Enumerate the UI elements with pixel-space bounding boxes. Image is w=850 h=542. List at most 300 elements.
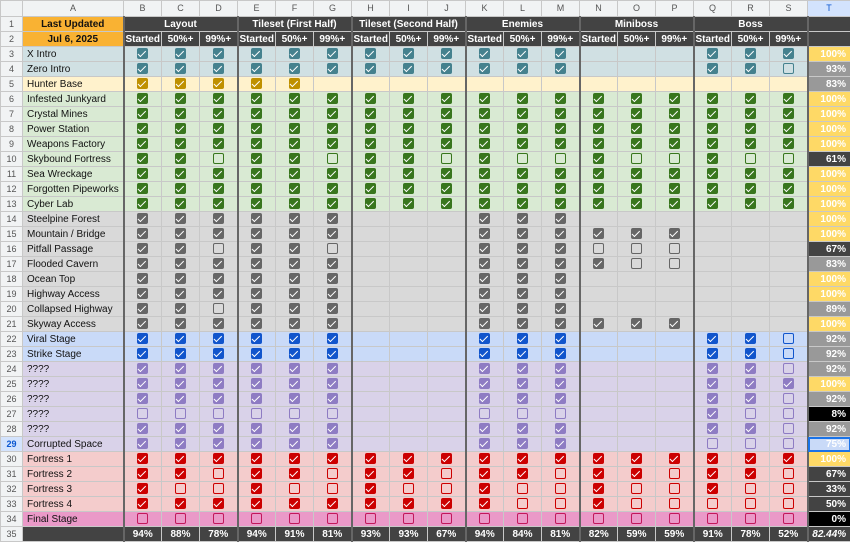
- checked-checkbox-icon[interactable]: [327, 213, 338, 224]
- empty-cell[interactable]: [428, 302, 466, 317]
- checkbox-cell[interactable]: [238, 437, 276, 452]
- checkbox-cell[interactable]: [162, 407, 200, 422]
- row-number[interactable]: 9: [1, 137, 23, 152]
- empty-cell[interactable]: [580, 302, 618, 317]
- checkbox-cell[interactable]: [276, 452, 314, 467]
- checkbox-cell[interactable]: [542, 107, 580, 122]
- checkbox-cell[interactable]: [770, 182, 808, 197]
- empty-cell[interactable]: [770, 317, 808, 332]
- column-total[interactable]: 52%: [770, 527, 808, 542]
- checkbox-cell[interactable]: [504, 512, 542, 527]
- checkbox-cell[interactable]: [542, 137, 580, 152]
- checkbox-cell[interactable]: [694, 482, 732, 497]
- row-number[interactable]: 33: [1, 497, 23, 512]
- unchecked-checkbox-icon[interactable]: [783, 153, 794, 164]
- checked-checkbox-icon[interactable]: [631, 228, 642, 239]
- column-total[interactable]: 93%: [352, 527, 390, 542]
- checkbox-cell[interactable]: [580, 107, 618, 122]
- unchecked-checkbox-icon[interactable]: [669, 258, 680, 269]
- row-number[interactable]: 16: [1, 242, 23, 257]
- empty-cell[interactable]: [390, 257, 428, 272]
- checked-checkbox-icon[interactable]: [555, 93, 566, 104]
- checked-checkbox-icon[interactable]: [745, 198, 756, 209]
- checked-checkbox-icon[interactable]: [479, 138, 490, 149]
- checkbox-cell[interactable]: [200, 377, 238, 392]
- checkbox-cell[interactable]: [124, 77, 162, 92]
- checked-checkbox-icon[interactable]: [327, 228, 338, 239]
- empty-cell[interactable]: [732, 272, 770, 287]
- checkbox-cell[interactable]: [276, 92, 314, 107]
- checked-checkbox-icon[interactable]: [327, 318, 338, 329]
- empty-cell[interactable]: [732, 302, 770, 317]
- empty-cell[interactable]: [656, 377, 694, 392]
- checkbox-cell[interactable]: [238, 362, 276, 377]
- checked-checkbox-icon[interactable]: [137, 378, 148, 389]
- checkbox-cell[interactable]: [314, 182, 352, 197]
- stage-name[interactable]: Crystal Mines: [23, 107, 124, 122]
- column-header-t[interactable]: T: [808, 1, 850, 17]
- checkbox-cell[interactable]: [504, 122, 542, 137]
- empty-cell[interactable]: [352, 422, 390, 437]
- checked-checkbox-icon[interactable]: [213, 183, 224, 194]
- checkbox-cell[interactable]: [732, 362, 770, 377]
- checkbox-cell[interactable]: [200, 212, 238, 227]
- checked-checkbox-icon[interactable]: [555, 318, 566, 329]
- checked-checkbox-icon[interactable]: [137, 108, 148, 119]
- checkbox-cell[interactable]: [238, 122, 276, 137]
- checkbox-cell[interactable]: [732, 407, 770, 422]
- checkbox-cell[interactable]: [238, 512, 276, 527]
- checked-checkbox-icon[interactable]: [783, 123, 794, 134]
- row-number[interactable]: 31: [1, 467, 23, 482]
- stage-name[interactable]: Steelpine Forest: [23, 212, 124, 227]
- group-header-layout[interactable]: Layout: [124, 17, 238, 32]
- checked-checkbox-icon[interactable]: [593, 468, 604, 479]
- checked-checkbox-icon[interactable]: [403, 498, 414, 509]
- checkbox-cell[interactable]: [694, 437, 732, 452]
- checkbox-cell[interactable]: [580, 467, 618, 482]
- checked-checkbox-icon[interactable]: [707, 63, 718, 74]
- checked-checkbox-icon[interactable]: [365, 108, 376, 119]
- checkbox-cell[interactable]: [314, 272, 352, 287]
- checked-checkbox-icon[interactable]: [555, 423, 566, 434]
- checkbox-cell[interactable]: [504, 452, 542, 467]
- column-header-o[interactable]: O: [618, 1, 656, 17]
- empty-cell[interactable]: [618, 437, 656, 452]
- stage-name[interactable]: Fortress 4: [23, 497, 124, 512]
- checked-checkbox-icon[interactable]: [213, 348, 224, 359]
- column-header-g[interactable]: G: [314, 1, 352, 17]
- checkbox-cell[interactable]: [390, 122, 428, 137]
- stage-name[interactable]: Fortress 2: [23, 467, 124, 482]
- checkbox-cell[interactable]: [732, 137, 770, 152]
- checked-checkbox-icon[interactable]: [251, 363, 262, 374]
- checkbox-cell[interactable]: [276, 182, 314, 197]
- checked-checkbox-icon[interactable]: [175, 228, 186, 239]
- checkbox-cell[interactable]: [618, 482, 656, 497]
- checkbox-cell[interactable]: [162, 347, 200, 362]
- checked-checkbox-icon[interactable]: [137, 498, 148, 509]
- checked-checkbox-icon[interactable]: [631, 123, 642, 134]
- checkbox-cell[interactable]: [542, 182, 580, 197]
- checked-checkbox-icon[interactable]: [403, 108, 414, 119]
- checkbox-cell[interactable]: [656, 167, 694, 182]
- checkbox-cell[interactable]: [656, 467, 694, 482]
- checked-checkbox-icon[interactable]: [669, 198, 680, 209]
- checked-checkbox-icon[interactable]: [137, 153, 148, 164]
- checked-checkbox-icon[interactable]: [479, 498, 490, 509]
- completion-percent[interactable]: 33%: [808, 482, 850, 497]
- checkbox-cell[interactable]: [162, 362, 200, 377]
- checkbox-cell[interactable]: [276, 62, 314, 77]
- checkbox-cell[interactable]: [390, 512, 428, 527]
- checkbox-cell[interactable]: [314, 212, 352, 227]
- checked-checkbox-icon[interactable]: [479, 333, 490, 344]
- checked-checkbox-icon[interactable]: [593, 93, 604, 104]
- unchecked-checkbox-icon[interactable]: [669, 243, 680, 254]
- checked-checkbox-icon[interactable]: [479, 423, 490, 434]
- checked-checkbox-icon[interactable]: [555, 63, 566, 74]
- checked-checkbox-icon[interactable]: [137, 123, 148, 134]
- column-header-p[interactable]: P: [656, 1, 694, 17]
- checkbox-cell[interactable]: [618, 257, 656, 272]
- checkbox-cell[interactable]: [618, 197, 656, 212]
- checked-checkbox-icon[interactable]: [631, 108, 642, 119]
- checked-checkbox-icon[interactable]: [479, 468, 490, 479]
- empty-cell[interactable]: [390, 332, 428, 347]
- subheader-99-plus[interactable]: 99%+: [770, 32, 808, 47]
- checkbox-cell[interactable]: [504, 197, 542, 212]
- row-number[interactable]: 26: [1, 392, 23, 407]
- empty-cell[interactable]: [390, 77, 428, 92]
- checked-checkbox-icon[interactable]: [327, 168, 338, 179]
- checkbox-cell[interactable]: [276, 137, 314, 152]
- empty-cell[interactable]: [694, 242, 732, 257]
- checked-checkbox-icon[interactable]: [213, 78, 224, 89]
- checked-checkbox-icon[interactable]: [517, 168, 528, 179]
- stage-name[interactable]: Highway Access: [23, 287, 124, 302]
- checkbox-cell[interactable]: [162, 482, 200, 497]
- checkbox-cell[interactable]: [200, 137, 238, 152]
- checkbox-cell[interactable]: [504, 107, 542, 122]
- row-number[interactable]: 17: [1, 257, 23, 272]
- row-number[interactable]: 28: [1, 422, 23, 437]
- checkbox-cell[interactable]: [618, 227, 656, 242]
- checkbox-cell[interactable]: [276, 212, 314, 227]
- row-number[interactable]: 2: [1, 32, 23, 47]
- checkbox-cell[interactable]: [618, 122, 656, 137]
- checked-checkbox-icon[interactable]: [517, 423, 528, 434]
- checked-checkbox-icon[interactable]: [327, 303, 338, 314]
- checked-checkbox-icon[interactable]: [365, 168, 376, 179]
- checked-checkbox-icon[interactable]: [137, 363, 148, 374]
- checked-checkbox-icon[interactable]: [289, 138, 300, 149]
- empty-cell[interactable]: [656, 362, 694, 377]
- checkbox-cell[interactable]: [542, 347, 580, 362]
- checked-checkbox-icon[interactable]: [251, 468, 262, 479]
- completion-percent[interactable]: 92%: [808, 347, 850, 362]
- unchecked-checkbox-icon[interactable]: [403, 513, 414, 524]
- checked-checkbox-icon[interactable]: [517, 363, 528, 374]
- checkbox-cell[interactable]: [618, 497, 656, 512]
- checked-checkbox-icon[interactable]: [517, 468, 528, 479]
- checkbox-cell[interactable]: [314, 47, 352, 62]
- checked-checkbox-icon[interactable]: [517, 333, 528, 344]
- column-header-e[interactable]: E: [238, 1, 276, 17]
- checkbox-cell[interactable]: [466, 392, 504, 407]
- checked-checkbox-icon[interactable]: [403, 123, 414, 134]
- checked-checkbox-icon[interactable]: [137, 93, 148, 104]
- checkbox-cell[interactable]: [352, 197, 390, 212]
- checkbox-cell[interactable]: [428, 122, 466, 137]
- checkbox-cell[interactable]: [162, 392, 200, 407]
- checked-checkbox-icon[interactable]: [251, 183, 262, 194]
- select-all-corner[interactable]: [1, 1, 23, 17]
- checkbox-cell[interactable]: [542, 512, 580, 527]
- empty-cell[interactable]: [732, 257, 770, 272]
- checkbox-cell[interactable]: [276, 197, 314, 212]
- checked-checkbox-icon[interactable]: [327, 423, 338, 434]
- checked-checkbox-icon[interactable]: [175, 48, 186, 59]
- checkbox-cell[interactable]: [200, 152, 238, 167]
- checked-checkbox-icon[interactable]: [745, 333, 756, 344]
- checkbox-cell[interactable]: [276, 332, 314, 347]
- column-total[interactable]: 91%: [276, 527, 314, 542]
- checkbox-cell[interactable]: [466, 242, 504, 257]
- row-number[interactable]: 7: [1, 107, 23, 122]
- checkbox-cell[interactable]: [124, 137, 162, 152]
- checked-checkbox-icon[interactable]: [441, 123, 452, 134]
- checkbox-cell[interactable]: [276, 362, 314, 377]
- checked-checkbox-icon[interactable]: [289, 288, 300, 299]
- checkbox-cell[interactable]: [694, 137, 732, 152]
- checked-checkbox-icon[interactable]: [593, 498, 604, 509]
- checked-checkbox-icon[interactable]: [517, 183, 528, 194]
- unchecked-checkbox-icon[interactable]: [251, 513, 262, 524]
- checkbox-cell[interactable]: [580, 482, 618, 497]
- checkbox-cell[interactable]: [466, 302, 504, 317]
- checkbox-cell[interactable]: [162, 212, 200, 227]
- empty-cell[interactable]: [428, 437, 466, 452]
- checked-checkbox-icon[interactable]: [289, 303, 300, 314]
- checked-checkbox-icon[interactable]: [289, 318, 300, 329]
- checkbox-cell[interactable]: [238, 182, 276, 197]
- empty-cell[interactable]: [618, 422, 656, 437]
- checkbox-cell[interactable]: [162, 302, 200, 317]
- checkbox-cell[interactable]: [390, 62, 428, 77]
- checkbox-cell[interactable]: [200, 257, 238, 272]
- checkbox-cell[interactable]: [732, 347, 770, 362]
- checked-checkbox-icon[interactable]: [555, 363, 566, 374]
- completion-percent[interactable]: 75%: [808, 437, 850, 452]
- empty-cell[interactable]: [352, 407, 390, 422]
- checkbox-cell[interactable]: [124, 392, 162, 407]
- checked-checkbox-icon[interactable]: [593, 453, 604, 464]
- checked-checkbox-icon[interactable]: [631, 93, 642, 104]
- empty-cell[interactable]: [390, 377, 428, 392]
- checkbox-cell[interactable]: [124, 227, 162, 242]
- checkbox-cell[interactable]: [694, 152, 732, 167]
- completion-percent[interactable]: 100%: [808, 137, 850, 152]
- checked-checkbox-icon[interactable]: [517, 378, 528, 389]
- checked-checkbox-icon[interactable]: [365, 498, 376, 509]
- checkbox-cell[interactable]: [162, 287, 200, 302]
- empty-cell[interactable]: [504, 77, 542, 92]
- checkbox-cell[interactable]: [542, 467, 580, 482]
- checked-checkbox-icon[interactable]: [251, 93, 262, 104]
- checkbox-cell[interactable]: [238, 227, 276, 242]
- checked-checkbox-icon[interactable]: [517, 288, 528, 299]
- checked-checkbox-icon[interactable]: [517, 93, 528, 104]
- checked-checkbox-icon[interactable]: [213, 168, 224, 179]
- completion-percent[interactable]: 67%: [808, 467, 850, 482]
- checked-checkbox-icon[interactable]: [707, 393, 718, 404]
- checkbox-cell[interactable]: [504, 62, 542, 77]
- checked-checkbox-icon[interactable]: [213, 288, 224, 299]
- checkbox-cell[interactable]: [162, 182, 200, 197]
- checkbox-cell[interactable]: [200, 347, 238, 362]
- checked-checkbox-icon[interactable]: [175, 93, 186, 104]
- checked-checkbox-icon[interactable]: [289, 153, 300, 164]
- empty-cell[interactable]: [390, 212, 428, 227]
- checked-checkbox-icon[interactable]: [669, 228, 680, 239]
- checkbox-cell[interactable]: [200, 92, 238, 107]
- empty-cell[interactable]: [390, 242, 428, 257]
- checkbox-cell[interactable]: [124, 47, 162, 62]
- empty-cell[interactable]: [656, 407, 694, 422]
- checkbox-cell[interactable]: [732, 197, 770, 212]
- checkbox-cell[interactable]: [314, 362, 352, 377]
- checkbox-cell[interactable]: [352, 512, 390, 527]
- checked-checkbox-icon[interactable]: [745, 423, 756, 434]
- column-total[interactable]: 78%: [732, 527, 770, 542]
- checked-checkbox-icon[interactable]: [517, 258, 528, 269]
- checkbox-cell[interactable]: [504, 377, 542, 392]
- checked-checkbox-icon[interactable]: [669, 123, 680, 134]
- empty-cell[interactable]: [618, 377, 656, 392]
- checkbox-cell[interactable]: [542, 497, 580, 512]
- row-number[interactable]: 34: [1, 512, 23, 527]
- empty-cell[interactable]: [770, 302, 808, 317]
- checked-checkbox-icon[interactable]: [745, 453, 756, 464]
- checkbox-cell[interactable]: [200, 332, 238, 347]
- checkbox-cell[interactable]: [314, 512, 352, 527]
- checked-checkbox-icon[interactable]: [403, 183, 414, 194]
- checked-checkbox-icon[interactable]: [137, 483, 148, 494]
- checkbox-cell[interactable]: [694, 497, 732, 512]
- checkbox-cell[interactable]: [466, 452, 504, 467]
- group-header-enemies[interactable]: Enemies: [466, 17, 580, 32]
- checkbox-cell[interactable]: [504, 437, 542, 452]
- checkbox-cell[interactable]: [656, 482, 694, 497]
- checked-checkbox-icon[interactable]: [555, 348, 566, 359]
- row-number[interactable]: 20: [1, 302, 23, 317]
- checkbox-cell[interactable]: [124, 167, 162, 182]
- checkbox-cell[interactable]: [276, 167, 314, 182]
- empty-cell[interactable]: [390, 422, 428, 437]
- checkbox-cell[interactable]: [314, 257, 352, 272]
- checked-checkbox-icon[interactable]: [707, 138, 718, 149]
- stage-name[interactable]: Sea Wreckage: [23, 167, 124, 182]
- checked-checkbox-icon[interactable]: [783, 378, 794, 389]
- checkbox-cell[interactable]: [124, 407, 162, 422]
- empty-cell[interactable]: [618, 272, 656, 287]
- row-number[interactable]: 29: [1, 437, 23, 452]
- checkbox-cell[interactable]: [238, 62, 276, 77]
- checkbox-cell[interactable]: [618, 182, 656, 197]
- checkbox-cell[interactable]: [770, 62, 808, 77]
- column-header-s[interactable]: S: [770, 1, 808, 17]
- checked-checkbox-icon[interactable]: [783, 183, 794, 194]
- checkbox-cell[interactable]: [162, 332, 200, 347]
- checkbox-cell[interactable]: [542, 242, 580, 257]
- row-number[interactable]: 15: [1, 227, 23, 242]
- stage-name[interactable]: ????: [23, 407, 124, 422]
- empty-cell[interactable]: [352, 317, 390, 332]
- checkbox-cell[interactable]: [656, 107, 694, 122]
- checked-checkbox-icon[interactable]: [669, 183, 680, 194]
- checkbox-cell[interactable]: [542, 287, 580, 302]
- checkbox-cell[interactable]: [276, 467, 314, 482]
- checkbox-cell[interactable]: [428, 47, 466, 62]
- checked-checkbox-icon[interactable]: [707, 123, 718, 134]
- checkbox-cell[interactable]: [276, 437, 314, 452]
- checkbox-cell[interactable]: [390, 197, 428, 212]
- row-number[interactable]: 21: [1, 317, 23, 332]
- checked-checkbox-icon[interactable]: [517, 198, 528, 209]
- checkbox-cell[interactable]: [770, 362, 808, 377]
- checkbox-cell[interactable]: [124, 422, 162, 437]
- empty-cell[interactable]: [390, 302, 428, 317]
- subheader-50-plus[interactable]: 50%+: [732, 32, 770, 47]
- checkbox-cell[interactable]: [542, 392, 580, 407]
- checkbox-cell[interactable]: [770, 497, 808, 512]
- checked-checkbox-icon[interactable]: [137, 438, 148, 449]
- column-total[interactable]: 81%: [542, 527, 580, 542]
- checked-checkbox-icon[interactable]: [327, 93, 338, 104]
- checked-checkbox-icon[interactable]: [783, 168, 794, 179]
- stage-name[interactable]: Cyber Lab: [23, 197, 124, 212]
- column-header-a[interactable]: A: [23, 1, 124, 17]
- checked-checkbox-icon[interactable]: [593, 183, 604, 194]
- row-number[interactable]: 14: [1, 212, 23, 227]
- checked-checkbox-icon[interactable]: [479, 243, 490, 254]
- checked-checkbox-icon[interactable]: [707, 468, 718, 479]
- checkbox-cell[interactable]: [732, 182, 770, 197]
- empty-cell[interactable]: [352, 257, 390, 272]
- checked-checkbox-icon[interactable]: [175, 303, 186, 314]
- checked-checkbox-icon[interactable]: [289, 498, 300, 509]
- checkbox-cell[interactable]: [694, 107, 732, 122]
- checkbox-cell[interactable]: [656, 452, 694, 467]
- unchecked-checkbox-icon[interactable]: [175, 513, 186, 524]
- checkbox-cell[interactable]: [466, 227, 504, 242]
- checked-checkbox-icon[interactable]: [479, 363, 490, 374]
- unchecked-checkbox-icon[interactable]: [327, 468, 338, 479]
- checked-checkbox-icon[interactable]: [555, 333, 566, 344]
- checked-checkbox-icon[interactable]: [289, 468, 300, 479]
- empty-cell[interactable]: [580, 422, 618, 437]
- empty-cell[interactable]: [770, 242, 808, 257]
- checkbox-cell[interactable]: [770, 482, 808, 497]
- empty-cell[interactable]: [656, 47, 694, 62]
- checked-checkbox-icon[interactable]: [251, 63, 262, 74]
- checked-checkbox-icon[interactable]: [555, 258, 566, 269]
- subheader-99-plus[interactable]: 99%+: [200, 32, 238, 47]
- checkbox-cell[interactable]: [732, 122, 770, 137]
- checkbox-cell[interactable]: [542, 377, 580, 392]
- subheader-99-plus[interactable]: 99%+: [428, 32, 466, 47]
